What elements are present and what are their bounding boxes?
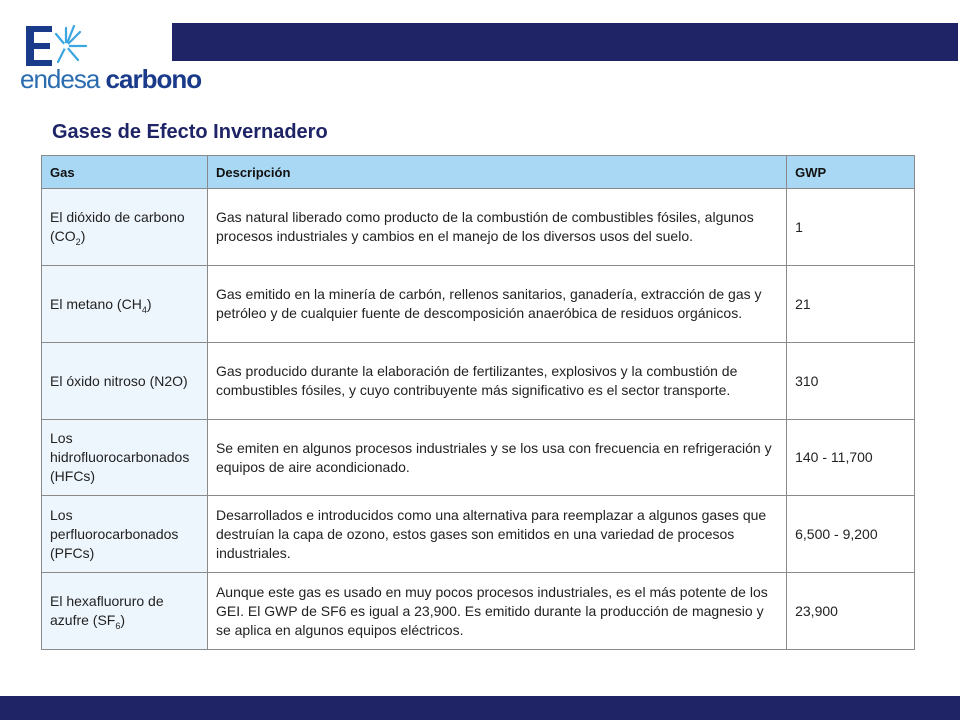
description-cell: Gas natural liberado como producto de la combustión de combustibles fósiles, algunos procesos industriales y cambios en el manejo de los diversos usos del suelo. xyxy=(207,189,786,266)
description-cell: Gas producido durante la elaboración de fertilizantes, explosivos y la combustión de combustibles fósiles, y cuyo contribuyente más significativo es el sector transporte. xyxy=(207,343,786,420)
gwp-cell: 1 xyxy=(787,189,915,266)
column-header-gas: Gas xyxy=(42,156,208,189)
gas-name: Los perfluorocarbonados (PFCs) xyxy=(50,506,179,561)
gas-name-cell xyxy=(42,343,208,420)
gas-name-cell xyxy=(42,573,208,650)
table-row xyxy=(42,420,915,496)
logo-word-carbono: carbono xyxy=(105,64,202,94)
gwp-cell: 6,500 - 9,200 xyxy=(787,496,915,573)
column-header-description: Descripción xyxy=(207,156,786,189)
gas-subscript: 4 xyxy=(141,304,147,315)
gas-name-cell xyxy=(42,266,208,343)
gas-name-cell xyxy=(42,496,208,573)
gas-name-end: ) xyxy=(80,228,86,244)
footer-band xyxy=(0,696,960,720)
gas-name-end: ) xyxy=(120,612,126,628)
column-header-gwp: GWP xyxy=(787,156,915,189)
gwp-cell: 21 xyxy=(787,266,915,343)
table-row xyxy=(42,573,915,650)
gas-name-cell xyxy=(42,420,208,496)
gwp-cell: 23,900 xyxy=(787,573,915,650)
gas-subscript: 6 xyxy=(115,620,121,631)
gwp-cell: 310 xyxy=(787,343,915,420)
greenhouse-gases-table xyxy=(41,155,915,650)
table-row xyxy=(42,266,915,343)
gas-name-end: ) xyxy=(146,295,152,312)
table-row xyxy=(42,343,915,420)
description-cell: Gas emitido en la minería de carbón, rellenos sanitarios, ganadería, extracción de gas y petróleo y de cualquier fuente de descomposición anaeróbica de residuos orgánicos. xyxy=(207,266,786,343)
gas-name: El óxido nitroso (N2O) xyxy=(50,372,188,389)
gas-name: El hexafluoruro de azufre (SF xyxy=(50,593,164,628)
gas-name-cell xyxy=(42,189,208,266)
endesa-carbono-logo xyxy=(20,22,202,94)
gas-name: Los hidrofluorocarbonados (HFCs) xyxy=(50,430,190,484)
description-cell: Se emiten en algunos procesos industriales y se los usa con frecuencia en refrigeración y equipos de aire acondicionado. xyxy=(207,420,786,496)
table-row xyxy=(42,189,915,266)
gas-subscript: 2 xyxy=(75,236,81,247)
table-row xyxy=(42,496,915,573)
endesa-star-logo-icon xyxy=(22,22,92,70)
gas-name: El metano (CH xyxy=(50,295,142,312)
logo-word-endesa: endesa xyxy=(20,64,100,94)
page-title: Gases de Efecto Invernadero xyxy=(52,121,328,143)
gwp-cell: 140 - 11,700 xyxy=(787,420,915,496)
header-band xyxy=(172,23,958,61)
table-header-row xyxy=(42,156,915,189)
description-cell: Desarrollados e introducidos como una alternativa para reemplazar a algunos gases que destruían la capa de ozono, estos gases son emitidos en una variedad de procesos industriales. xyxy=(207,496,786,573)
logo-wordmark xyxy=(20,64,201,95)
gas-name: El dióxido de carbono (CO xyxy=(50,209,185,244)
description-cell: Aunque este gas es usado en muy pocos procesos industriales, es el más potente de los GEI. El GWP de SF6 es igual a 23,900. Es emitido durante la producción de magnesio y se aplica en algunos equipos eléctricos. xyxy=(207,573,786,650)
